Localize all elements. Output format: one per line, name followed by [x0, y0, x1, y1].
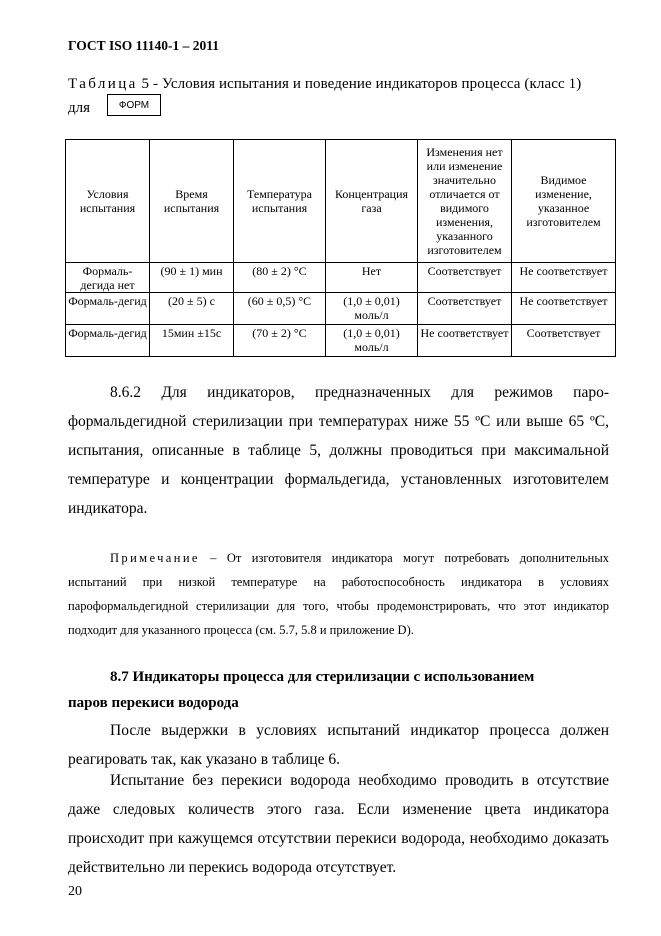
table-cell: (60 ± 0,5) °С: [234, 293, 326, 325]
col-header: Концентрация газа: [326, 140, 418, 263]
table-cell: (20 ± 5) с: [150, 293, 234, 325]
paragraph-8-7-1: После выдержки в условиях испытаний индикатор процесса должен реагировать так, как указано в таблице 6.: [68, 722, 609, 768]
page-number: 20: [68, 884, 82, 899]
section-title-8-7: 8.7 Индикаторы процесса для стерилизации с использованием: [110, 669, 535, 685]
table-cell: Не соответствует: [512, 293, 616, 325]
col-header: Видимое изменение, указанное изготовителем: [512, 140, 616, 263]
table-cell: (90 ± 1) мин: [150, 263, 234, 293]
paragraph-8-7-2: Испытание без перекиси водорода необходимо проводить в отсутствие даже следовых количеств этого газа. Если изменение цвета индикатора происходит при кажущемся отсутствии перекиси водорода, необходимо доказать действительно ли перекись водорода отсутствует.: [68, 772, 609, 876]
table-caption-text: 5 - Условия испытания и поведение индикаторов процесса (класс 1): [137, 76, 582, 92]
table-row: [66, 325, 616, 357]
col-header: Изменения нет или изменение значительно отличается от видимого изменения, указанного изготовителем: [418, 140, 512, 263]
section-title-8-7-cont: паров перекиси водорода: [68, 695, 239, 711]
note: [68, 546, 609, 642]
table-caption: [68, 76, 581, 93]
table-row: [66, 293, 616, 325]
table-header-row: [66, 140, 616, 263]
table-cell: Формаль-дегид: [66, 325, 150, 357]
table-cell: (80 ± 2) °С: [234, 263, 326, 293]
table-cell: (1,0 ± 0,01) моль/л: [326, 293, 418, 325]
document-header: ГОСТ ISO 11140-1 – 2011: [68, 38, 219, 53]
table-cell: Нет: [326, 263, 418, 293]
table-row: [66, 263, 616, 293]
col-header: Условия испытания: [66, 140, 150, 263]
table-cell: (1,0 ± 0,01) моль/л: [326, 325, 418, 357]
table-caption-line2: для: [68, 100, 91, 116]
col-header: Температура испытания: [234, 140, 326, 263]
table-cell: Соответствует: [418, 293, 512, 325]
table-cell: Не соответствует: [418, 325, 512, 357]
table-caption-label: Таблица: [68, 76, 138, 92]
paragraph-8-6-2: 8.6.2 Для индикаторов, предназначенных для режимов паро-формальдегидной стерилизации при температурах ниже 55 ºС или выше 65 ºС, испытания, описанные в таблице 5, должны проводиться при максимальной температуре и концентрации формальдегида, установленных изготовителем индикатора.: [68, 384, 609, 517]
table-cell: Не соответствует: [512, 263, 616, 293]
table-cell: Формаль-дегид: [66, 293, 150, 325]
form-box: ФОРМ: [107, 94, 161, 116]
table-5: [65, 139, 616, 357]
table-cell: Формаль-дегида нет: [66, 263, 150, 293]
table-cell: Соответствует: [418, 263, 512, 293]
table-cell: 15мин ±15с: [150, 325, 234, 357]
note-text: – От изготовителя индикатора могут потребовать дополнительных испытаний при низкой температуре на работоспособность индикатора в условиях пароформальдегидной стерилизации для того, чтобы продемонстрировать, что этот индикатор подходит для указанного процесса (см. 5.7, 5.8 и приложение D).: [68, 551, 609, 637]
table-cell: Соответствует: [512, 325, 616, 357]
note-label: Примечание: [110, 551, 200, 565]
table-cell: (70 ± 2) °С: [234, 325, 326, 357]
col-header: Время испытания: [150, 140, 234, 263]
